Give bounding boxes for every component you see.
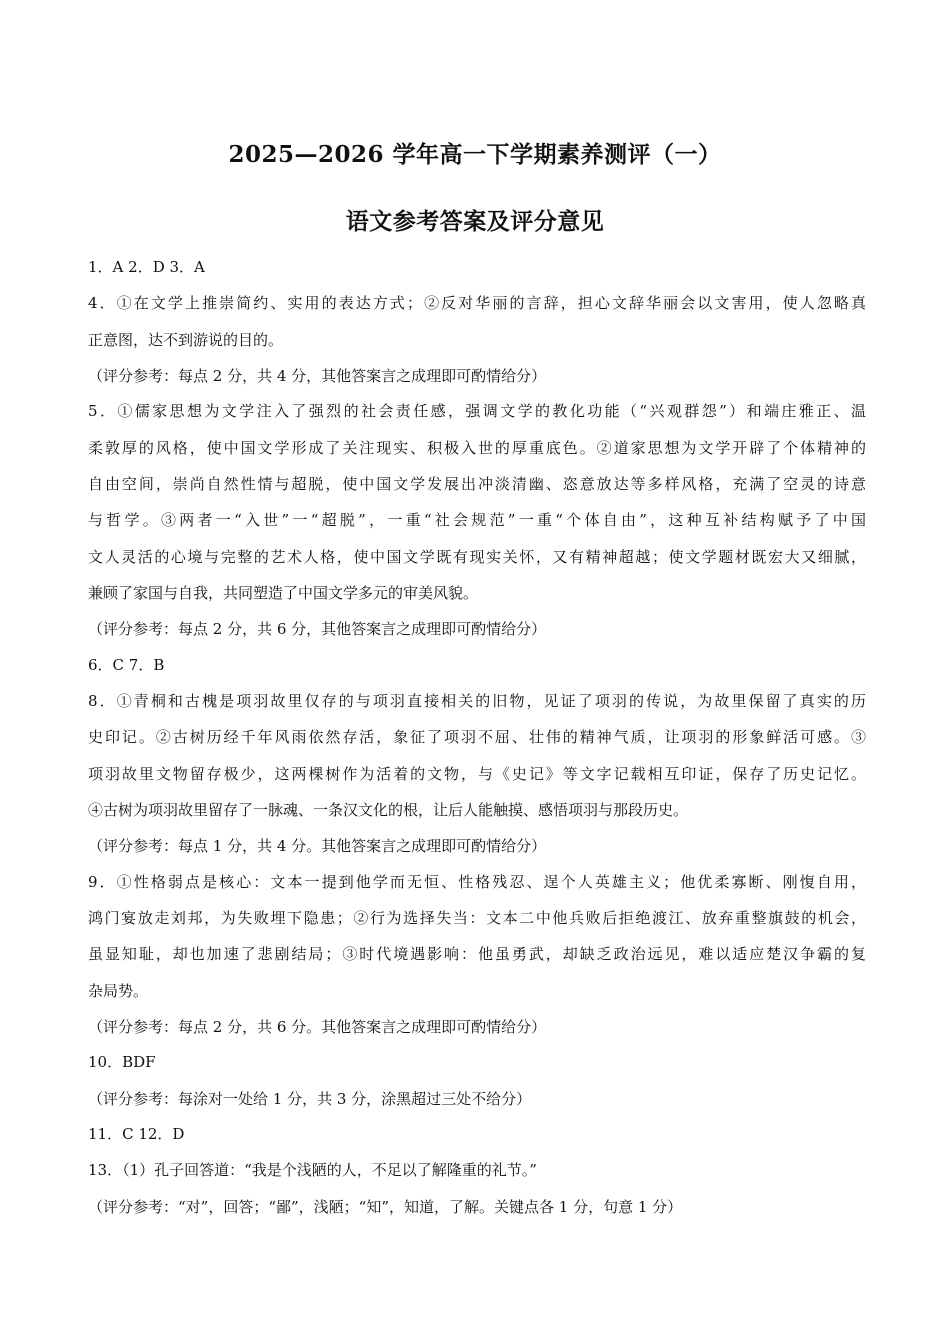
answer-line: 6．C 7．B bbox=[88, 655, 165, 674]
answer-line: 兼顾了家国与自我，共同塑造了中国文学多元的审美风貌。 bbox=[88, 583, 479, 602]
answer-line: （评分参考：每点 2 分，共 4 分，其他答案言之成理即可酌情给分） bbox=[88, 366, 547, 385]
answer-line: 11．C 12．D bbox=[88, 1125, 185, 1144]
answer-line: 9．①性格弱点是核心：文本一提到他学而无恒、性格残忍、逞个人英雄主义；他优柔寡断、刚愎自用， bbox=[88, 872, 866, 891]
answer-line: 13．（1）孔子回答道：“我是个浅陋的人，不足以了解隆重的礼节。” bbox=[88, 1161, 537, 1180]
answer-line: （评分参考：每涂对一处给 1 分，共 3 分，涂黑超过三处不给分） bbox=[88, 1089, 532, 1108]
document-title: 2025—2026 学年高一下学期素养测评（一） bbox=[228, 141, 722, 168]
answer-line: 文人灵活的心境与完整的艺术人格，使中国文学既有现实关怀，又有精神超越；使文学题材既宏大又细腻， bbox=[88, 547, 866, 566]
answer-line: 项羽故里文物留存极少，这两棵树作为活着的文物，与《史记》等文字记载相互印证，保存了历史记忆。 bbox=[88, 764, 866, 783]
answer-line: 自由空间，崇尚自然性情与超脱，使中国文学发展出冲淡清幽、恣意放达等多样风格，充满了空灵的诗意 bbox=[88, 474, 866, 493]
answer-line: 与哲学。③两者一“入世”一“超脱”，一重“社会规范”一重“个体自由”，这种互补结构赋予了中国 bbox=[88, 511, 866, 530]
answer-line: 史印记。②古树历经千年风雨依然存活，象征了项羽不屈、壮伟的精神气质，让项羽的形象鲜活可感。③ bbox=[88, 728, 866, 747]
answer-line: （评分参考：每点 2 分，共 6 分，其他答案言之成理即可酌情给分） bbox=[88, 620, 547, 639]
answer-line: 1．A 2．D 3．A bbox=[88, 258, 205, 276]
answer-line: （评分参考：每点 2 分，共 6 分。其他答案言之成理即可酌情给分） bbox=[88, 1017, 547, 1036]
answer-line: 10．BDF bbox=[88, 1053, 156, 1072]
answer-body bbox=[88, 256, 866, 1231]
answer-line: 柔敦厚的风格，使中国文学形成了关注现实、积极入世的厚重底色。②道家思想为文学开辟了个体精神的 bbox=[88, 438, 866, 457]
answer-line: （评分参考：“对”，回答；“鄙”，浅陋；“知”，知道，了解。关键点各 1 分，句意 1 分） bbox=[88, 1197, 683, 1216]
answer-line: 正意图，达不到游说的目的。 bbox=[88, 330, 284, 349]
answer-line: 虽显知耻，却也加速了悲剧结局；③时代境遇影响：他虽勇武，却缺乏政治远见，难以适应楚汉争霸的复 bbox=[88, 945, 866, 964]
document-subtitle: 语文参考答案及评分意见 bbox=[345, 208, 605, 235]
answer-line: 4．①在文学上推崇简约、实用的表达方式；②反对华丽的言辞，担心文辞华丽会以文害用，使人忽略真 bbox=[88, 294, 866, 313]
answer-line: 8．①青桐和古槐是项羽故里仅存的与项羽直接相关的旧物，见证了项羽的传说，为故里保留了真实的历 bbox=[88, 691, 866, 710]
answer-line: 杂局势。 bbox=[88, 981, 149, 1000]
answer-line: ④古树为项羽故里留存了一脉魂、一条汉文化的根，让后人能触摸、感悟项羽与那段历史。 bbox=[88, 800, 689, 819]
answer-line: （评分参考：每点 1 分，共 4 分。其他答案言之成理即可酌情给分） bbox=[88, 837, 547, 856]
answer-line: 5．①儒家思想为文学注入了强烈的社会责任感，强调文学的教化功能（“兴观群怨”）和端庄雅正、温 bbox=[88, 402, 866, 421]
answer-line: 鸿门宴放走刘邦，为失败埋下隐患；②行为选择失当：文本二中他兵败后拒绝渡江、放弃重整旗鼓的机会， bbox=[88, 908, 866, 927]
